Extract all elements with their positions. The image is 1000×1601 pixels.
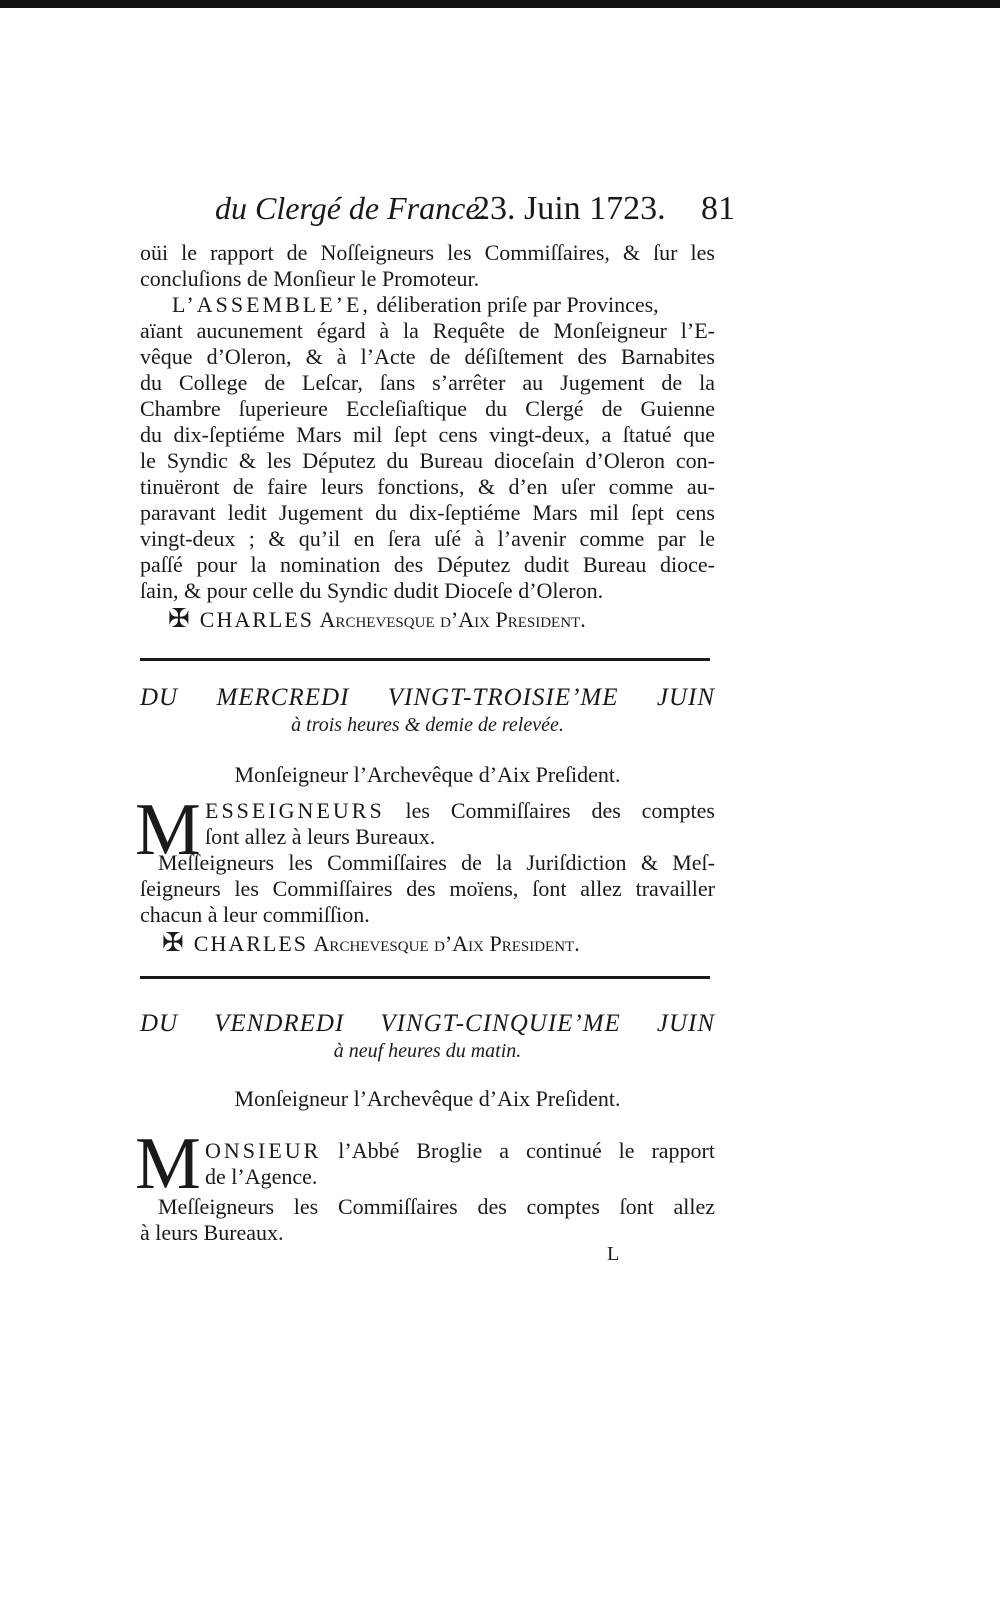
signature-title: Archevesque d’Aix Preſident.: [313, 931, 580, 956]
text-line: du dix-ſeptiéme Mars mil ſept cens vingt-deux, a ſtatué que: [140, 422, 715, 447]
signature: [162, 930, 715, 957]
signature-title: Archevesque d’Aix Preſident.: [319, 607, 586, 632]
text-line: vêque d’Oleron, & à l’Acte de déſiſtement des Barnabites: [140, 344, 715, 369]
text-line: vingt-deux ; & qu’il en ſera uſé à l’avenir comme par le: [140, 526, 715, 551]
text-line: chacun à leur commiſſion.: [140, 902, 370, 927]
text-line: à leurs Bureaux.: [140, 1220, 284, 1245]
running-head-date: 23. Juin 1723.: [473, 190, 666, 227]
assembly-lead-rest: déliberation priſe par Provinces,: [370, 292, 659, 317]
text-line: concluſions de Monſieur le Promoteur.: [140, 266, 480, 291]
para-lead: ONSIEUR: [205, 1138, 322, 1163]
text-line: du College de Leſcar, ſans s’arrêter au Jugement de la: [140, 370, 715, 395]
session-heading: DU VENDREDI VINGT-CINQUIE’ME JUIN: [140, 1010, 715, 1037]
section-divider: [140, 658, 710, 661]
session-president: Monſeigneur l’Archevêque d’Aix Preſident.: [234, 1086, 621, 1111]
assembly-lead: L’ASSEMBLE’E,: [172, 292, 371, 317]
text-line: Meſſeigneurs les Commiſſaires des comptes ſont allez: [158, 1194, 715, 1219]
text-line: ſain, & pour celle du Syndic dudit Dioceſe d’Oleron.: [140, 578, 604, 603]
text-line: tinuëront de faire leurs fonctions, & d’en uſer comme au-: [140, 474, 715, 499]
signature: [168, 606, 715, 633]
para-lead-rest: l’Abbé Broglie a continué le rapport: [321, 1138, 715, 1163]
session-subheading: à neuf heures du matin.: [333, 1040, 522, 1062]
drop-cap: M: [135, 789, 201, 871]
text-line: Meſſeigneurs les Commiſſaires de la Juriſdiction & Meſ-: [158, 850, 715, 875]
signature-name: CHARLES: [199, 607, 315, 632]
text-line: ſeigneurs les Commiſſaires des moïens, ſont allez travailler: [140, 876, 715, 901]
running-head: [215, 190, 735, 236]
catchword: L: [607, 1243, 620, 1265]
text-line: [172, 292, 715, 318]
section-divider: [140, 976, 710, 979]
cross-icon: ✠: [162, 928, 184, 957]
running-head-title: du Clergé de France.: [215, 190, 488, 226]
text-line: de l’Agence.: [205, 1164, 318, 1189]
text-line: Chambre ſuperieure Eccleſiaſtique du Clergé de Guienne: [140, 396, 715, 421]
para-lead: ESSEIGNEURS: [205, 798, 385, 823]
page-number: 81: [701, 190, 735, 227]
text-line: oüi le rapport de Noſſeigneurs les Commiſſaires, & ſur les: [140, 240, 715, 265]
text-line: paravant ledit Jugement du dix-ſeptiéme Mars mil ſept cens: [140, 500, 715, 525]
text-line: le Syndic & les Députez du Bureau dioceſain d’Oleron con-: [140, 448, 715, 473]
signature-name: CHARLES: [193, 931, 309, 956]
cross-icon: ✠: [168, 604, 190, 633]
text-line: aïant aucunement égard à la Requête de Monſeigneur l’E-: [140, 318, 715, 343]
session-heading: DU MERCREDI VINGT-TROISIE’ME JUIN: [140, 684, 715, 711]
text-line: [205, 798, 715, 824]
text-line: [205, 1138, 715, 1164]
session-subheading: à trois heures & demie de relevée.: [291, 714, 564, 736]
drop-cap: M: [135, 1123, 201, 1205]
para-lead-rest: les Commiſſaires des comptes: [384, 798, 715, 823]
session-president: Monſeigneur l’Archevêque d’Aix Preſident.: [234, 762, 621, 787]
text-line: ſont allez à leurs Bureaux.: [205, 824, 436, 849]
text-line: paſſé pour la nomination des Députez dudit Bureau dioce-: [140, 552, 715, 577]
